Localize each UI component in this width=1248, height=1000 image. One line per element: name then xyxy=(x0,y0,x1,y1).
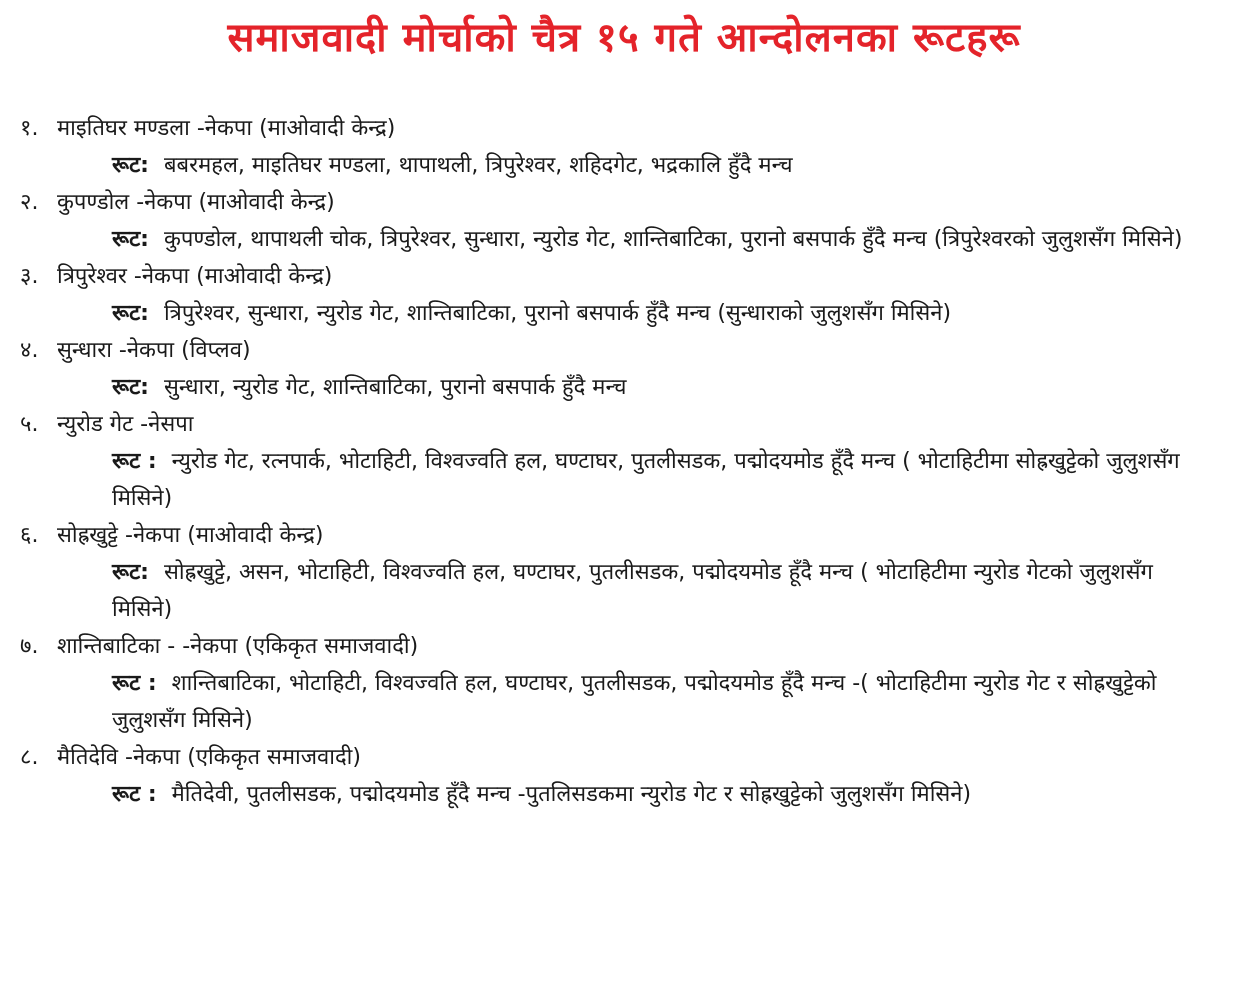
route-label: रूट: xyxy=(112,375,149,400)
route-item-origin: सुन्धारा -नेकपा (विप्लव) xyxy=(57,338,251,363)
route-path-text: सुन्धारा, न्युरोड गेट, शान्तिबाटिका, पुरानो बसपार्क हुँदै मन्च xyxy=(163,375,627,400)
route-item-2 xyxy=(20,184,1230,258)
route-path-text: न्युरोड गेट, रत्नपार्क, भोटाहिटी, विश्वज्वति हल, घण्टाघर, पुतलीसडक, पद्मोदयमोड हूँदै मन्च ( भोटाहिटीमा सोह्रखुट्टेको जुलुशसँग मिसिने) xyxy=(112,449,1180,511)
route-list xyxy=(20,110,1230,813)
route-item-heading xyxy=(20,406,1230,443)
route-path-text: कुपण्डोल, थापाथली चोक, त्रिपुरेश्वर, सुन्धारा, न्युरोड गेट, शान्तिबाटिका, पुरानो बसपार्क हुँदै मन्च (त्रिपुरेश्वरको जुलुशसँग मिसिने) xyxy=(163,227,1183,252)
route-item-heading xyxy=(20,628,1230,665)
route-item-origin: त्रिपुरेश्वर -नेकपा (माओवादी केन्द्र) xyxy=(57,264,333,289)
route-item-number: ३. xyxy=(20,264,39,289)
route-item-heading xyxy=(20,110,1230,147)
route-label: रूट: xyxy=(112,301,149,326)
route-description xyxy=(112,147,1202,184)
route-item-3 xyxy=(20,258,1230,332)
route-item-number: २. xyxy=(20,190,39,215)
route-item-heading xyxy=(20,332,1230,369)
route-item-1 xyxy=(20,110,1230,184)
route-description xyxy=(112,295,1202,332)
route-item-origin: माइतिघर मण्डला -नेकपा (माओवादी केन्द्र) xyxy=(57,116,396,141)
route-description xyxy=(112,443,1202,517)
route-path-text: बबरमहल, माइतिघर मण्डला, थापाथली, त्रिपुरेश्वर, शहिदगेट, भद्रकालि हुँदै मन्च xyxy=(163,153,793,178)
route-item-number: ६. xyxy=(20,523,39,548)
route-item-origin: मैतिदेवि -नेकपा (एकिकृत समाजवादी) xyxy=(57,745,361,770)
route-item-5 xyxy=(20,406,1230,517)
route-item-number: ८. xyxy=(20,745,39,770)
route-item-number: १. xyxy=(20,116,39,141)
route-item-number: ४. xyxy=(20,338,39,363)
route-item-heading xyxy=(20,517,1230,554)
route-label: रूट: xyxy=(112,153,149,178)
route-path-text: शान्तिबाटिका, भोटाहिटी, विश्वज्वति हल, घण्टाघर, पुतलीसडक, पद्मोदयमोड हूँदै मन्च -( भोटाहिटीमा न्युरोड गेट र सोह्रखुट्टेको जुलुशसँग मिसिने) xyxy=(112,671,1157,733)
route-path-text: त्रिपुरेश्वर, सुन्धारा, न्युरोड गेट, शान्तिबाटिका, पुरानो बसपार्क हुँदै मन्च (सुन्धाराको जुलुशसँग मिसिने) xyxy=(163,301,952,326)
route-label: रूट: xyxy=(112,560,149,585)
route-description xyxy=(112,776,1202,813)
route-path-text: सोह्रखुट्टे, असन, भोटाहिटी, विश्वज्वति हल, घण्टाघर, पुतलीसडक, पद्मोदयमोड हूँदै मन्च ( भोटाहिटीमा न्युरोड गेटको जुलुशसँग मिसिने) xyxy=(112,560,1153,622)
route-item-heading xyxy=(20,184,1230,221)
route-item-heading xyxy=(20,739,1230,776)
route-item-7 xyxy=(20,628,1230,739)
route-description xyxy=(112,369,1202,406)
route-description xyxy=(112,665,1202,739)
route-item-origin: कुपण्डोल -नेकपा (माओवादी केन्द्र) xyxy=(57,190,335,215)
document-title: समाजवादी मोर्चाको चैत्र १५ गते आन्दोलनका रूटहरू xyxy=(227,15,1021,61)
route-item-origin: न्युरोड गेट -नेसपा xyxy=(57,412,194,437)
route-item-number: ७. xyxy=(20,634,39,659)
route-label: रूट : xyxy=(112,671,157,696)
route-item-4 xyxy=(20,332,1230,406)
route-label: रूट: xyxy=(112,227,149,252)
route-item-origin: सोह्रखुट्टे -नेकपा (माओवादी केन्द्र) xyxy=(57,523,324,548)
route-item-6 xyxy=(20,517,1230,628)
route-description xyxy=(112,554,1202,628)
route-item-number: ५. xyxy=(20,412,39,437)
route-label: रूट : xyxy=(112,782,157,807)
route-item-heading xyxy=(20,258,1230,295)
route-label: रूट : xyxy=(112,449,157,474)
route-item-origin: शान्तिबाटिका - -नेकपा (एकिकृत समाजवादी) xyxy=(57,634,419,659)
route-item-8 xyxy=(20,739,1230,813)
route-description xyxy=(112,221,1202,258)
route-path-text: मैतिदेवी, पुतलीसडक, पद्मोदयमोड हूँदै मन्च -पुतलिसडकमा न्युरोड गेट र सोह्रखुट्टेको जुलुशसँग मिसिने) xyxy=(171,782,972,807)
